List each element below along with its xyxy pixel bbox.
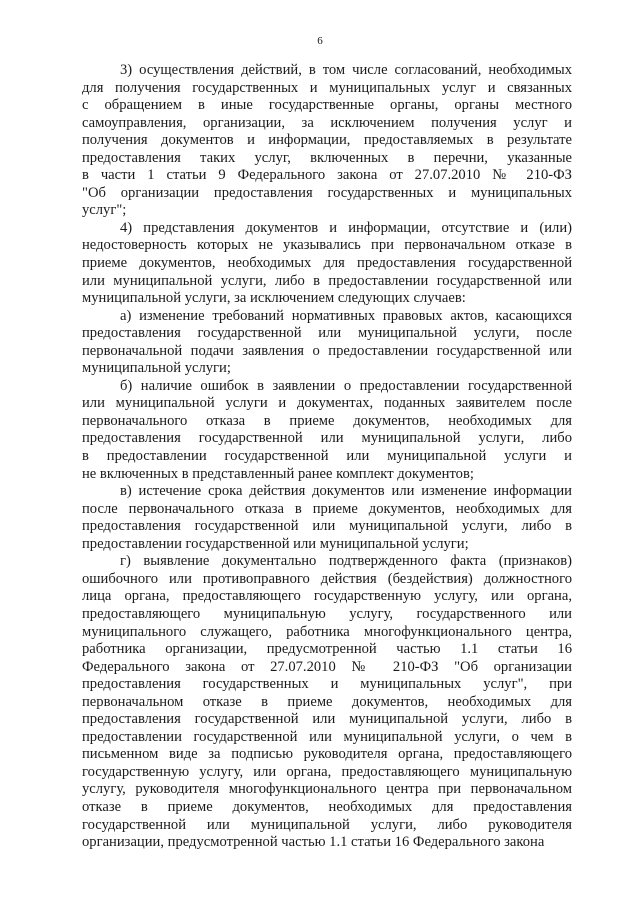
text-line: предоставления таких услуг, включенных в перечни, указанные — [82, 149, 572, 166]
text-line: или муниципальной услуги, либо в предоставлении государственной или — [82, 272, 572, 289]
text-line: в) истечение срока действия документов или изменение информации — [120, 483, 572, 500]
text-line: не включенных в представленный ранее комплект документов; — [82, 465, 474, 482]
text-line: б) наличие ошибок в заявлении о предоставлении государственной — [120, 377, 572, 394]
text-line: государственной или муниципальной услуги, либо руководителя — [82, 816, 572, 833]
text-line: получения документов и информации, предоставляемых в результате — [82, 132, 572, 149]
text-line: предоставления государственных и муниципальных услуг", при — [82, 676, 572, 693]
text-line: приеме документов, необходимых для предоставления государственной — [82, 255, 572, 272]
paragraph-p3 — [82, 62, 572, 220]
text-line: ошибочного или противоправного действия (бездействия) должностного — [82, 570, 572, 587]
text-line: первоначальной подачи заявления о предоставлении государственной или — [82, 342, 572, 359]
paragraph-pb — [82, 378, 572, 483]
document-body — [82, 62, 572, 852]
text-line: а) изменение требований нормативных правовых актов, касающихся — [120, 307, 572, 324]
text-line: после первоначального отказа в приеме документов, необходимых для — [82, 500, 572, 517]
text-line: предоставления государственной или муниципальной услуги, либо в — [82, 711, 572, 728]
text-line: самоуправления, организации, за исключением получения услуг и — [82, 114, 572, 131]
text-line: лица органа, предоставляющего государственную услугу, или органа, — [82, 588, 572, 605]
text-line: предоставления государственной или муниципальной услуги, после — [82, 325, 572, 342]
text-line: для получения государственных и муниципальных услуг и связанных — [82, 79, 572, 96]
text-line: письменном виде за подписью руководителя органа, предоставляющего — [82, 746, 572, 763]
text-line: первоначального отказа в приеме документов, необходимых для — [82, 412, 572, 429]
text-line: с обращением в иные государственные органы, органы местного — [82, 97, 572, 114]
text-line: "Об организации предоставления государственных и муниципальных — [82, 184, 572, 201]
paragraph-p4 — [82, 220, 572, 308]
text-line: г) выявление документально подтвержденного факта (признаков) — [120, 553, 572, 570]
text-line: организации, предусмотренной частью 1.1 статьи 16 Федерального закона — [82, 834, 545, 851]
text-line: в предоставлении государственной или муниципальной услуги и — [82, 448, 572, 465]
text-line: предоставлении государственной или муниципальной услуги, о чем в — [82, 728, 572, 745]
text-line: услуг"; — [82, 202, 127, 219]
text-line: в части 1 статьи 9 Федерального закона от 27.07.2010 № 210-ФЗ — [82, 167, 572, 184]
text-line: первоначальном отказе в приеме документов, необходимых для — [82, 693, 572, 710]
paragraph-pv — [82, 483, 572, 553]
paragraph-pa — [82, 308, 572, 378]
text-line: 4) представления документов и информации, отсутствие и (или) — [120, 219, 572, 236]
text-line: 3) осуществления действий, в том числе согласований, необходимых — [120, 62, 572, 78]
text-line: муниципальной услуги, за исключением следующих случаев: — [82, 290, 466, 307]
text-line: муниципальной услуги; — [82, 360, 231, 377]
text-line: отказе в приеме документов, необходимых для предоставления — [82, 798, 572, 815]
text-line: предоставления государственной или муниципальной услуги, либо — [82, 430, 572, 447]
text-line: услугу, руководителя многофункционального центра при первоначальном — [82, 781, 572, 798]
text-line: предоставляющего муниципальную услугу, государственного или — [82, 605, 572, 622]
paragraph-pg — [82, 553, 572, 851]
text-line: Федерального закона от 27.07.2010 № 210-ФЗ "Об организации — [82, 658, 572, 675]
text-line: предоставлении государственной или муниципальной услуги; — [82, 535, 469, 552]
text-line: муниципального служащего, работника многофункционального центра, — [82, 623, 572, 640]
text-line: государственную услугу, или органа, предоставляющего муниципальную — [82, 763, 572, 780]
text-line: или муниципальной услуги и документах, поданных заявителем после — [82, 395, 572, 412]
page-number: 6 — [317, 35, 323, 47]
text-line: предоставления государственной или муниципальной услуги, либо в — [82, 518, 572, 535]
text-line: работника организации, предусмотренной частью 1.1 статьи 16 — [82, 641, 572, 658]
text-line: недостоверность которых не указывались при первоначальном отказе в — [82, 237, 572, 254]
